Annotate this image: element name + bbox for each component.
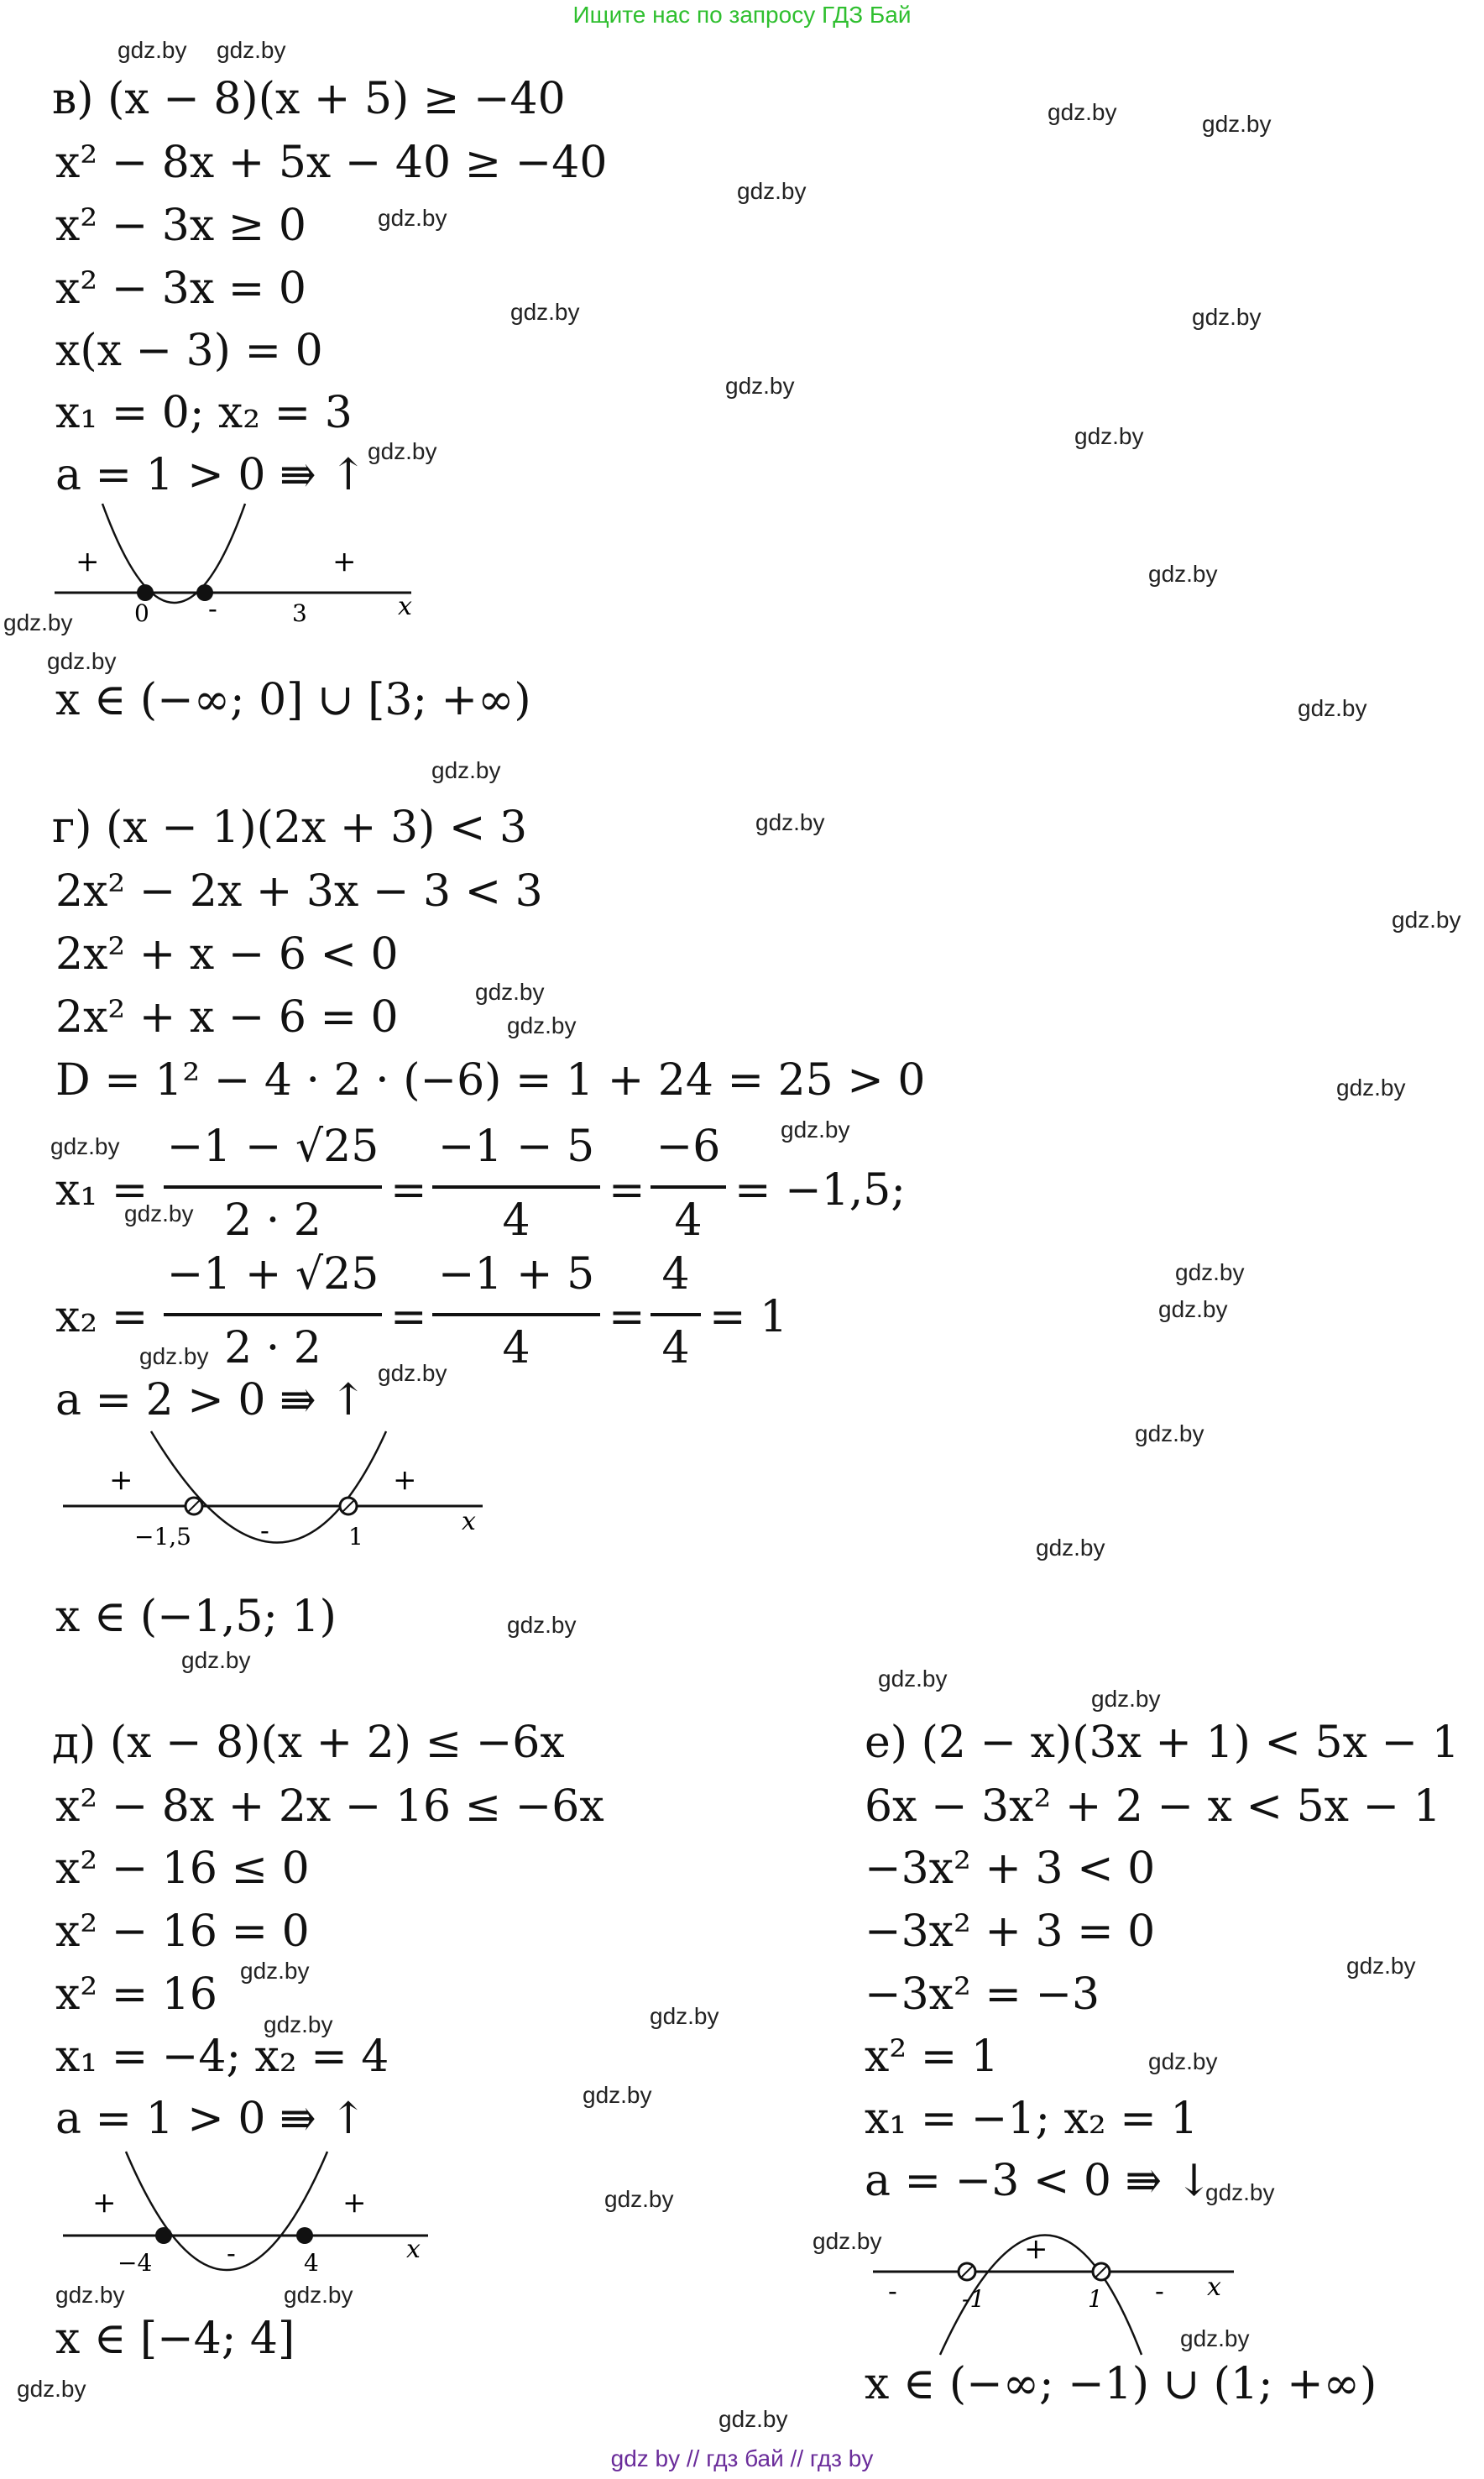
watermark[interactable]: gdz.by bbox=[431, 757, 501, 783]
watermark[interactable]: gdz.by bbox=[217, 37, 286, 63]
sign-left: - bbox=[888, 2275, 897, 2307]
g-x2-num2: −1 + 5 bbox=[437, 1249, 595, 1300]
g-x2-eq2: = bbox=[609, 1292, 645, 1342]
watermark[interactable]: gdz.by bbox=[1135, 1420, 1204, 1446]
e-line-4: −3x² + 3 = 0 bbox=[865, 1906, 1156, 1957]
d-line-4: x² − 16 = 0 bbox=[55, 1906, 310, 1957]
e-line-3: −3x² + 3 < 0 bbox=[865, 1844, 1156, 1894]
watermark[interactable]: gdz.by bbox=[1158, 1296, 1228, 1322]
g-x2-eq1: = bbox=[390, 1292, 427, 1342]
g-x1-tail: = −1,5; bbox=[734, 1165, 906, 1216]
watermark[interactable]: gdz.by bbox=[1202, 111, 1272, 137]
d-answer: x ∈ [−4; 4] bbox=[55, 2314, 295, 2364]
watermark[interactable]: gdz.by bbox=[507, 1612, 577, 1638]
g-x1-eq2: = bbox=[609, 1165, 645, 1216]
watermark[interactable]: gdz.by bbox=[55, 2282, 125, 2308]
watermark[interactable]: gdz.by bbox=[378, 1360, 447, 1386]
g-x2-bar2 bbox=[432, 1313, 600, 1316]
watermark[interactable]: gdz.by bbox=[781, 1117, 850, 1143]
g-x1-den: 2 · 2 bbox=[224, 1195, 321, 1246]
point-0 bbox=[137, 584, 154, 601]
g-x1-eq1: = bbox=[390, 1165, 427, 1216]
watermark[interactable]: gdz.by bbox=[813, 2228, 882, 2254]
sign-mid: + bbox=[1024, 2232, 1048, 2266]
watermark[interactable]: gdz.by bbox=[1036, 1535, 1105, 1561]
g-x1-num: −1 − √25 bbox=[166, 1122, 379, 1172]
g-x2-den2: 4 bbox=[502, 1323, 530, 1373]
g-line-4: 2x² + x − 6 = 0 bbox=[55, 992, 399, 1043]
sign-right: + bbox=[332, 545, 357, 578]
watermark[interactable]: gdz.by bbox=[650, 2003, 719, 2029]
d-line-7: a = 1 > 0 ⇛ ↑ bbox=[55, 2094, 367, 2144]
watermark[interactable]: gdz.by bbox=[1180, 2325, 1250, 2351]
watermark[interactable]: gdz.by bbox=[1175, 1259, 1245, 1285]
g-x2-num3: 4 bbox=[661, 1249, 690, 1300]
watermark[interactable]: gdz.by bbox=[139, 1343, 209, 1369]
watermark[interactable]: gdz.by bbox=[1192, 304, 1262, 330]
v-line-6: x₁ = 0; x₂ = 3 bbox=[55, 388, 353, 438]
g-x1-den3: 4 bbox=[674, 1195, 703, 1246]
label-1: 1 bbox=[348, 1523, 363, 1551]
d-sign-graph bbox=[59, 2145, 436, 2304]
sign-mid: - bbox=[227, 2237, 236, 2269]
g-x2-bar3 bbox=[651, 1313, 701, 1316]
watermark[interactable]: gdz.by bbox=[1346, 1953, 1416, 1979]
sign-left: + bbox=[92, 2186, 117, 2220]
d-line-2: x² − 8x + 2x − 16 ≤ −6x bbox=[55, 1781, 604, 1832]
parabola bbox=[102, 504, 245, 603]
watermark[interactable]: gdz.by bbox=[1205, 2179, 1275, 2205]
g-x2-num: −1 + √25 bbox=[166, 1249, 379, 1300]
v-line-1: в) (x − 8)(x + 5) ≥ −40 bbox=[52, 74, 566, 124]
point-minus-4 bbox=[155, 2227, 172, 2244]
watermark[interactable]: gdz.by bbox=[124, 1200, 194, 1226]
label-minus-4: −4 bbox=[118, 2249, 153, 2277]
g-line-3: 2x² + x − 6 < 0 bbox=[55, 929, 399, 980]
watermark[interactable]: gdz.by bbox=[878, 1666, 948, 1692]
watermark[interactable]: gdz.by bbox=[507, 1012, 577, 1038]
g-x2-den3: 4 bbox=[661, 1323, 690, 1373]
g-line-1: г) (x − 1)(2x + 3) < 3 bbox=[52, 803, 528, 853]
g-line-2: 2x² − 2x + 3x − 3 < 3 bbox=[55, 866, 543, 917]
g-x1-bar bbox=[164, 1185, 382, 1189]
g-x2-tail: = 1 bbox=[709, 1292, 788, 1342]
g-x1-den2: 4 bbox=[502, 1195, 530, 1246]
g-line-5: D = 1² − 4 · 2 · (−6) = 1 + 24 = 25 > 0 bbox=[55, 1055, 926, 1106]
watermark[interactable]: gdz.by bbox=[1091, 1686, 1161, 1712]
g-x1-bar3 bbox=[651, 1185, 726, 1189]
d-line-1: д) (x − 8)(x + 2) ≤ −6x bbox=[52, 1718, 565, 1768]
watermark[interactable]: gdz.by bbox=[718, 2406, 788, 2432]
watermark[interactable]: gdz.by bbox=[583, 2082, 652, 2108]
sign-left: + bbox=[109, 1463, 133, 1497]
g-answer: x ∈ (−1,5; 1) bbox=[55, 1592, 337, 1642]
g-x1-bar2 bbox=[432, 1185, 600, 1189]
d-line-6: x₁ = −4; x₂ = 4 bbox=[55, 2032, 389, 2082]
g-x2-bar bbox=[164, 1313, 382, 1316]
watermark[interactable]: gdz.by bbox=[240, 1958, 310, 1984]
v-line-3: x² − 3x ≥ 0 bbox=[55, 201, 306, 251]
sign-right: - bbox=[1155, 2275, 1164, 2307]
v-answer: x ∈ (−∞; 0] ∪ [3; +∞) bbox=[55, 675, 531, 725]
watermark[interactable]: gdz.by bbox=[368, 438, 437, 464]
e-line-1: е) (2 − x)(3x + 1) < 5x − 1 bbox=[865, 1718, 1460, 1768]
g-x2-den: 2 · 2 bbox=[224, 1323, 321, 1373]
d-line-5: x² = 16 bbox=[55, 1969, 217, 2020]
e-line-5: −3x² = −3 bbox=[865, 1969, 1100, 2020]
axis-label: x bbox=[406, 2235, 421, 2264]
watermark[interactable]: gdz.by bbox=[755, 809, 825, 835]
sign-mid: - bbox=[208, 593, 217, 625]
watermark[interactable]: gdz.by bbox=[1148, 561, 1218, 587]
v-line-2: x² − 8x + 5x − 40 ≥ −40 bbox=[55, 138, 608, 188]
g-a-line: a = 2 > 0 ⇛ ↑ bbox=[55, 1375, 367, 1425]
watermark[interactable]: gdz.by bbox=[378, 205, 447, 231]
watermark[interactable]: gdz.by bbox=[284, 2282, 353, 2308]
header-banner[interactable]: Ищите нас по запросу ГДЗ Бай bbox=[572, 2, 912, 28]
g-x1-num3: −6 bbox=[656, 1122, 721, 1172]
watermark[interactable]: gdz.by bbox=[50, 1133, 120, 1159]
label-4: 4 bbox=[304, 2249, 319, 2277]
watermark[interactable]: gdz.by bbox=[1074, 423, 1144, 449]
e-line-6: x² = 1 bbox=[865, 2032, 999, 2082]
v-line-5: x(x − 3) = 0 bbox=[55, 326, 323, 376]
sign-left: + bbox=[76, 545, 100, 578]
v-line-7: a = 1 > 0 ⇛ ↑ bbox=[55, 450, 367, 500]
watermark[interactable]: gdz.by bbox=[264, 2011, 333, 2037]
sign-right: + bbox=[393, 1463, 417, 1497]
label-3: 3 bbox=[292, 599, 307, 627]
watermark[interactable]: gdz.by bbox=[118, 37, 187, 63]
watermark[interactable]: gdz.by bbox=[510, 299, 580, 325]
watermark[interactable]: gdz.by bbox=[604, 2186, 674, 2212]
watermark[interactable]: gdz.by bbox=[17, 2376, 86, 2402]
g-x2-label: x₂ = bbox=[55, 1292, 149, 1342]
e-line-8: a = −3 < 0 ⇛ ↓ bbox=[865, 2156, 1213, 2206]
watermark[interactable]: gdz.by bbox=[1298, 695, 1367, 721]
v-sign-graph bbox=[50, 495, 428, 663]
g-sign-graph bbox=[59, 1427, 495, 1587]
point-4 bbox=[296, 2227, 313, 2244]
e-answer: x ∈ (−∞; −1) ∪ (1; +∞) bbox=[865, 2359, 1377, 2409]
axis-label: x bbox=[1207, 2272, 1221, 2302]
watermark[interactable]: gdz.by bbox=[1392, 907, 1461, 933]
watermark[interactable]: gdz.by bbox=[1336, 1075, 1406, 1101]
label-minus-1-5: −1,5 bbox=[134, 1523, 191, 1551]
e-line-7: x₁ = −1; x₂ = 1 bbox=[865, 2094, 1199, 2144]
watermark[interactable]: gdz.by bbox=[475, 979, 545, 1005]
watermark[interactable]: gdz.by bbox=[47, 648, 117, 674]
watermark[interactable]: gdz.by bbox=[1148, 2048, 1218, 2074]
watermark[interactable]: gdz.by bbox=[3, 609, 73, 635]
d-line-3: x² − 16 ≤ 0 bbox=[55, 1844, 310, 1894]
label-minus-1: -1 bbox=[962, 2285, 985, 2313]
watermark[interactable]: gdz.by bbox=[737, 178, 807, 204]
watermark[interactable]: gdz.by bbox=[1048, 99, 1117, 125]
label-1: 1 bbox=[1088, 2285, 1103, 2313]
axis-label: x bbox=[462, 1507, 476, 1536]
label-0: 0 bbox=[134, 599, 149, 627]
footer-links[interactable]: gdz by // гдз бай // гдз by bbox=[610, 2445, 874, 2471]
g-x1-label: x₁ = bbox=[55, 1165, 149, 1216]
sign-right: + bbox=[342, 2186, 367, 2220]
v-line-4: x² − 3x = 0 bbox=[55, 264, 306, 314]
g-x1-num2: −1 − 5 bbox=[437, 1122, 595, 1172]
sign-mid: - bbox=[260, 1514, 269, 1546]
watermark[interactable]: gdz.by bbox=[181, 1647, 251, 1673]
axis-label: x bbox=[398, 592, 412, 621]
watermark[interactable]: gdz.by bbox=[725, 373, 795, 399]
e-line-2: 6x − 3x² + 2 − x < 5x − 1 bbox=[865, 1781, 1441, 1832]
